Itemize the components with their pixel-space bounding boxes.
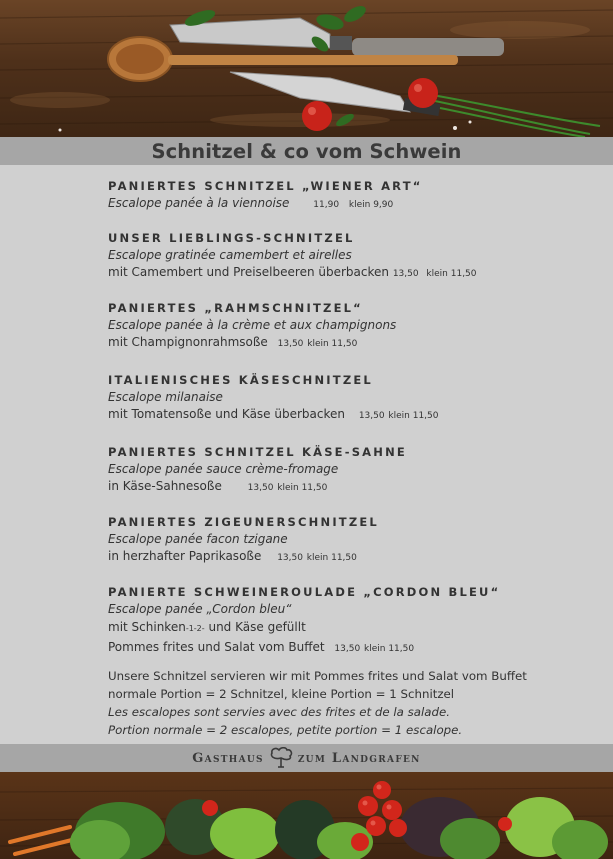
note-line: normale Portion = 2 Schnitzel, kleine Portion = 1 Schnitzel — [108, 687, 455, 701]
dish-german-line — [108, 264, 598, 283]
dish-title: ITALIENISCHES KÄSESCHNITZEL — [108, 373, 373, 387]
dish-price: 13,50 — [247, 483, 274, 493]
menu-item — [108, 444, 598, 497]
dish-german-text: in Käse-Sahnesoße — [108, 479, 222, 493]
dish-price-small: klein 11,50 — [388, 411, 439, 421]
note-line: Unsere Schnitzel servieren wir mit Pommes frites und Salat vom Buffet — [108, 669, 527, 683]
footer-band — [0, 744, 613, 772]
dish-title: PANIERTES ZIGEUNERSCHNITZEL — [108, 515, 379, 529]
dish-price: 13,50 — [392, 269, 419, 279]
dish-title: PANIERTES SCHNITZEL „WIENER ART“ — [108, 179, 423, 193]
dish-french-text: Escalope gratinée camembert et airelles — [108, 248, 352, 262]
note-line-french: Les escalopes sont servies avec des frites et de la salade. — [108, 705, 451, 719]
serving-note — [108, 667, 608, 739]
note-line-french: Portion normale = 2 escalopes, petite portion = 1 escalope. — [108, 723, 463, 737]
dish-french-text: Escalope panée „Cordon bleu“ — [108, 602, 292, 616]
dish-german-text: mit Champignonrahmsoße — [108, 335, 268, 349]
dish-german-line — [108, 618, 598, 638]
page-title: Schnitzel & co vom Schwein — [151, 139, 462, 163]
dish-french-text: Escalope panée facon tzigane — [108, 532, 288, 546]
dish-german-text: in herzhafter Paprikasoße — [108, 549, 262, 563]
dish-german-text-cont: und Käse gefüllt — [204, 620, 306, 634]
dish-price-small: klein 11,50 — [306, 553, 357, 563]
dish-german-line-2 — [108, 638, 598, 659]
dish-title: PANIERTE SCHWEINEROULADE „CORDON BLEU“ — [108, 585, 501, 599]
brand-name-right: zum Landgrafen — [297, 750, 421, 766]
title-band — [0, 137, 613, 165]
footer-photo-illustration — [0, 772, 613, 859]
menu-list — [108, 178, 598, 659]
dish-price-small: klein 11,50 — [307, 339, 358, 349]
dish-side-text: Pommes frites und Salat vom Buffet — [108, 640, 325, 654]
footer-photo — [0, 772, 613, 859]
dish-german-text: mit Camembert und Preiselbeeren überbacken — [108, 265, 389, 279]
dish-price-small: klein 9,90 — [348, 200, 394, 210]
header-photo — [0, 0, 613, 137]
dish-title: PANIERTES „RAHMSCHNITZEL“ — [108, 301, 363, 315]
dish-french-text: Escalope panée sauce crème-fromage — [108, 462, 339, 476]
brand-name-left: Gasthaus — [192, 750, 264, 766]
menu-item — [108, 514, 598, 567]
dish-german-line — [108, 548, 598, 567]
dish-price: 11,90 — [313, 200, 340, 210]
dish-french-text: Escalope panée à la crème et aux champignons — [108, 318, 397, 332]
menu-item — [108, 584, 598, 659]
dish-french-text: Escalope panée à la viennoise — [108, 196, 290, 210]
dish-price: 13,50 — [277, 553, 303, 563]
dish-price: 13,50 — [358, 411, 385, 421]
dish-german-text: mit Schinken — [108, 620, 186, 634]
dish-french-line — [108, 195, 598, 214]
dish-price: 13,50 — [277, 339, 304, 349]
dish-german-line — [108, 478, 598, 497]
menu-item — [108, 230, 598, 283]
allergen-codes: -1-2- — [185, 624, 205, 633]
dish-german-line — [108, 406, 598, 425]
tree-icon — [268, 747, 294, 769]
dish-price: 13,50 — [334, 644, 361, 654]
dish-price-small: klein 11,50 — [277, 483, 328, 493]
menu-item — [108, 178, 598, 214]
dish-french-text: Escalope milanaise — [108, 390, 223, 404]
dish-german-line — [108, 334, 598, 353]
menu-item — [108, 300, 598, 353]
menu-item — [108, 372, 598, 425]
dish-german-text: mit Tomatensoße und Käse überbacken — [108, 407, 345, 421]
header-photo-illustration — [0, 0, 613, 137]
dish-title: PANIERTES SCHNITZEL KÄSE-SAHNE — [108, 445, 407, 459]
brand-logo — [192, 747, 420, 769]
dish-price-small: klein 11,50 — [364, 644, 415, 654]
dish-title: UNSER LIEBLINGS-SCHNITZEL — [108, 231, 355, 245]
dish-price-small: klein 11,50 — [426, 269, 477, 279]
